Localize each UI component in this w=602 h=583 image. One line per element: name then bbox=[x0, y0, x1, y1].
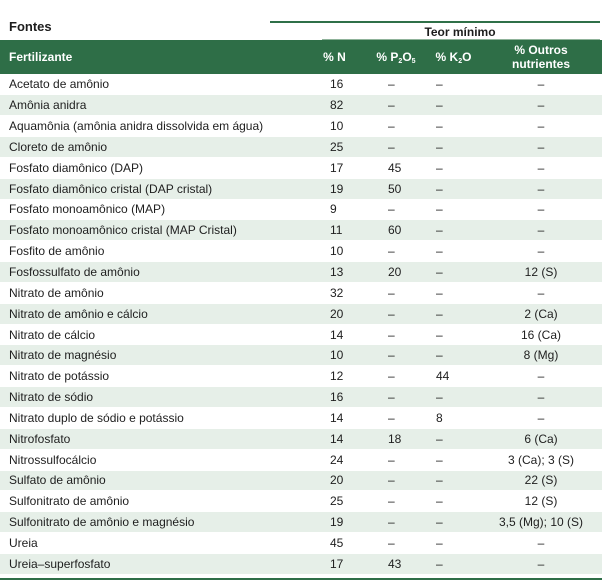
header-p-prefix: % P bbox=[376, 50, 399, 64]
k2o-value-cell: – bbox=[427, 262, 480, 283]
p2o5-value-cell: – bbox=[365, 491, 427, 512]
p2o5-value-cell: – bbox=[365, 512, 427, 533]
outros-value-cell: 3,5 (Mg); 10 (S) bbox=[480, 512, 602, 533]
table-row bbox=[0, 262, 602, 283]
p2o5-value-cell: – bbox=[365, 366, 427, 387]
p2o5-value-cell: – bbox=[365, 470, 427, 491]
n-value-cell: 14 bbox=[304, 324, 365, 345]
outros-value-cell: 3 (Ca); 3 (S) bbox=[480, 449, 602, 470]
k2o-value-cell: – bbox=[427, 282, 480, 303]
table-row bbox=[0, 408, 602, 429]
column-header-row bbox=[0, 40, 602, 74]
table-row bbox=[0, 533, 602, 554]
k2o-value-cell: – bbox=[427, 512, 480, 533]
fertilizer-name-cell: Amônia anidra bbox=[0, 95, 304, 116]
k2o-value-cell: – bbox=[427, 387, 480, 408]
teor-minimo-heading: Teor mínimo bbox=[424, 25, 496, 39]
fertilizer-table bbox=[0, 40, 602, 575]
p2o5-value-cell: – bbox=[365, 95, 427, 116]
table-row bbox=[0, 470, 602, 491]
k2o-value-cell: – bbox=[427, 449, 480, 470]
n-value-cell: 13 bbox=[304, 262, 365, 283]
p2o5-value-cell: – bbox=[365, 345, 427, 366]
fertilizer-name-cell: Fosfato monoamônico (MAP) bbox=[0, 199, 304, 220]
outros-value-cell: – bbox=[480, 366, 602, 387]
fertilizer-name-cell: Nitrato de amônio bbox=[0, 282, 304, 303]
fertilizer-name-cell: Fosfato diamônico cristal (DAP cristal) bbox=[0, 178, 304, 199]
p2o5-value-cell: – bbox=[365, 324, 427, 345]
table-row bbox=[0, 137, 602, 158]
k2o-value-cell: – bbox=[427, 241, 480, 262]
outros-value-cell: 8 (Mg) bbox=[480, 345, 602, 366]
fertilizer-name-cell: Fosfito de amônio bbox=[0, 241, 304, 262]
table-row bbox=[0, 220, 602, 241]
outros-value-cell: – bbox=[480, 95, 602, 116]
table-row bbox=[0, 157, 602, 178]
outros-value-cell: – bbox=[480, 553, 602, 574]
k2o-value-cell: – bbox=[427, 345, 480, 366]
outros-value-cell: – bbox=[480, 387, 602, 408]
k2o-value-cell: – bbox=[427, 116, 480, 137]
p2o5-value-cell: – bbox=[365, 74, 427, 95]
p2o5-value-cell: – bbox=[365, 408, 427, 429]
k2o-value-cell: – bbox=[427, 157, 480, 178]
p2o5-value-cell: – bbox=[365, 449, 427, 470]
n-value-cell: 10 bbox=[304, 345, 365, 366]
table-top-header bbox=[0, 0, 602, 40]
table-row bbox=[0, 387, 602, 408]
n-value-cell: 14 bbox=[304, 428, 365, 449]
n-value-cell: 17 bbox=[304, 553, 365, 574]
fertilizer-name-cell: Ureia bbox=[0, 533, 304, 554]
outros-value-cell: – bbox=[480, 74, 602, 95]
p2o5-value-cell: 50 bbox=[365, 178, 427, 199]
p2o5-value-cell: – bbox=[365, 303, 427, 324]
k2o-value-cell: – bbox=[427, 491, 480, 512]
table-row bbox=[0, 74, 602, 95]
fertilizer-name-cell: Sulfato de amônio bbox=[0, 470, 304, 491]
k2o-value-cell: – bbox=[427, 553, 480, 574]
n-value-cell: 11 bbox=[304, 220, 365, 241]
k2o-value-cell: 44 bbox=[427, 366, 480, 387]
n-value-cell: 20 bbox=[304, 303, 365, 324]
outros-value-cell: – bbox=[480, 178, 602, 199]
table-row bbox=[0, 178, 602, 199]
p2o5-value-cell: 18 bbox=[365, 428, 427, 449]
n-value-cell: 19 bbox=[304, 178, 365, 199]
header-p2o5 bbox=[365, 40, 427, 74]
fertilizer-name-cell: Cloreto de amônio bbox=[0, 137, 304, 158]
table-row bbox=[0, 324, 602, 345]
fontes-heading: Fontes bbox=[9, 19, 52, 34]
header-p-sub1: 2 bbox=[398, 58, 403, 65]
table-row bbox=[0, 366, 602, 387]
table-row bbox=[0, 95, 602, 116]
n-value-cell: 20 bbox=[304, 470, 365, 491]
fertilizer-name-cell: Nitrato de sódio bbox=[0, 387, 304, 408]
n-value-cell: 14 bbox=[304, 408, 365, 429]
k2o-value-cell: – bbox=[427, 74, 480, 95]
k2o-value-cell: – bbox=[427, 220, 480, 241]
table-row bbox=[0, 282, 602, 303]
p2o5-value-cell: – bbox=[365, 241, 427, 262]
outros-value-cell: – bbox=[480, 282, 602, 303]
table-row bbox=[0, 491, 602, 512]
n-value-cell: 19 bbox=[304, 512, 365, 533]
outros-value-cell: 16 (Ca) bbox=[480, 324, 602, 345]
n-value-cell: 32 bbox=[304, 282, 365, 303]
k2o-value-cell: – bbox=[427, 199, 480, 220]
table-row bbox=[0, 345, 602, 366]
outros-value-cell: – bbox=[480, 199, 602, 220]
header-k2o bbox=[427, 40, 480, 74]
outros-value-cell: 22 (S) bbox=[480, 470, 602, 491]
p2o5-value-cell: 60 bbox=[365, 220, 427, 241]
n-value-cell: 16 bbox=[304, 74, 365, 95]
fertilizer-name-cell: Sulfonitrato de amônio bbox=[0, 491, 304, 512]
k2o-value-cell: – bbox=[427, 324, 480, 345]
n-value-cell: 10 bbox=[304, 116, 365, 137]
table-row bbox=[0, 553, 602, 574]
n-value-cell: 25 bbox=[304, 491, 365, 512]
outros-value-cell: – bbox=[480, 116, 602, 137]
fertilizer-name-cell: Ureia–superfosfato bbox=[0, 553, 304, 574]
fertilizer-name-cell: Nitrato duplo de sódio e potássio bbox=[0, 408, 304, 429]
header-outros-line1: % Outros bbox=[514, 43, 568, 57]
outros-value-cell: – bbox=[480, 533, 602, 554]
header-outros bbox=[480, 40, 602, 74]
table-body bbox=[0, 74, 602, 574]
k2o-value-cell: – bbox=[427, 137, 480, 158]
outros-value-cell: – bbox=[480, 408, 602, 429]
outros-value-cell: – bbox=[480, 241, 602, 262]
outros-value-cell: 12 (S) bbox=[480, 491, 602, 512]
table-bottom-rule bbox=[0, 578, 602, 580]
p2o5-value-cell: 20 bbox=[365, 262, 427, 283]
header-p-mid: O bbox=[402, 50, 412, 64]
fertilizer-name-cell: Fosfato monoamônico cristal (MAP Cristal) bbox=[0, 220, 304, 241]
n-value-cell: 82 bbox=[304, 95, 365, 116]
outros-value-cell: 2 (Ca) bbox=[480, 303, 602, 324]
k2o-value-cell: – bbox=[427, 470, 480, 491]
table-row bbox=[0, 116, 602, 137]
n-value-cell: 45 bbox=[304, 533, 365, 554]
teor-rule bbox=[270, 21, 600, 23]
outros-value-cell: – bbox=[480, 220, 602, 241]
fertilizer-name-cell: Nitrato de potássio bbox=[0, 366, 304, 387]
n-value-cell: 17 bbox=[304, 157, 365, 178]
outros-value-cell: 6 (Ca) bbox=[480, 428, 602, 449]
fertilizer-name-cell: Aquamônia (amônia anidra dissolvida em água) bbox=[0, 116, 304, 137]
fertilizer-name-cell: Nitrossulfocálcio bbox=[0, 449, 304, 470]
n-value-cell: 9 bbox=[304, 199, 365, 220]
p2o5-value-cell: – bbox=[365, 116, 427, 137]
header-k-suffix: O bbox=[462, 50, 472, 64]
p2o5-value-cell: – bbox=[365, 199, 427, 220]
k2o-value-cell: – bbox=[427, 303, 480, 324]
fertilizer-name-cell: Fosfato diamônico (DAP) bbox=[0, 157, 304, 178]
p2o5-value-cell: – bbox=[365, 282, 427, 303]
fertilizer-name-cell: Nitrato de magnésio bbox=[0, 345, 304, 366]
header-outros-line2: nutrientes bbox=[511, 57, 570, 71]
k2o-value-cell: – bbox=[427, 533, 480, 554]
fertilizer-name-cell: Sulfonitrato de amônio e magnésio bbox=[0, 512, 304, 533]
k2o-value-cell: – bbox=[427, 178, 480, 199]
table-row bbox=[0, 199, 602, 220]
p2o5-value-cell: 43 bbox=[365, 553, 427, 574]
table-row bbox=[0, 449, 602, 470]
fertilizer-name-cell: Nitrofosfato bbox=[0, 428, 304, 449]
header-k-sub: 2 bbox=[458, 58, 463, 65]
table-row bbox=[0, 303, 602, 324]
fertilizer-name-cell: Nitrato de amônio e cálcio bbox=[0, 303, 304, 324]
k2o-value-cell: – bbox=[427, 428, 480, 449]
p2o5-value-cell: – bbox=[365, 387, 427, 408]
header-fertilizante: Fertilizante bbox=[9, 50, 73, 64]
p2o5-value-cell: – bbox=[365, 533, 427, 554]
n-value-cell: 25 bbox=[304, 137, 365, 158]
header-n: % N bbox=[323, 50, 346, 64]
p2o5-value-cell: 45 bbox=[365, 157, 427, 178]
outros-value-cell: 12 (S) bbox=[480, 262, 602, 283]
fertilizer-name-cell: Acetato de amônio bbox=[0, 74, 304, 95]
k2o-value-cell: 8 bbox=[427, 408, 480, 429]
k2o-value-cell: – bbox=[427, 95, 480, 116]
table-row bbox=[0, 241, 602, 262]
n-value-cell: 10 bbox=[304, 241, 365, 262]
outros-value-cell: – bbox=[480, 157, 602, 178]
n-value-cell: 24 bbox=[304, 449, 365, 470]
header-p-sub2: 5 bbox=[411, 58, 416, 65]
header-k-prefix: % K bbox=[435, 50, 459, 64]
outros-value-cell: – bbox=[480, 137, 602, 158]
fertilizer-name-cell: Fosfossulfato de amônio bbox=[0, 262, 304, 283]
table-row bbox=[0, 512, 602, 533]
n-value-cell: 16 bbox=[304, 387, 365, 408]
table-row bbox=[0, 428, 602, 449]
n-value-cell: 12 bbox=[304, 366, 365, 387]
fertilizer-name-cell: Nitrato de cálcio bbox=[0, 324, 304, 345]
p2o5-value-cell: – bbox=[365, 137, 427, 158]
